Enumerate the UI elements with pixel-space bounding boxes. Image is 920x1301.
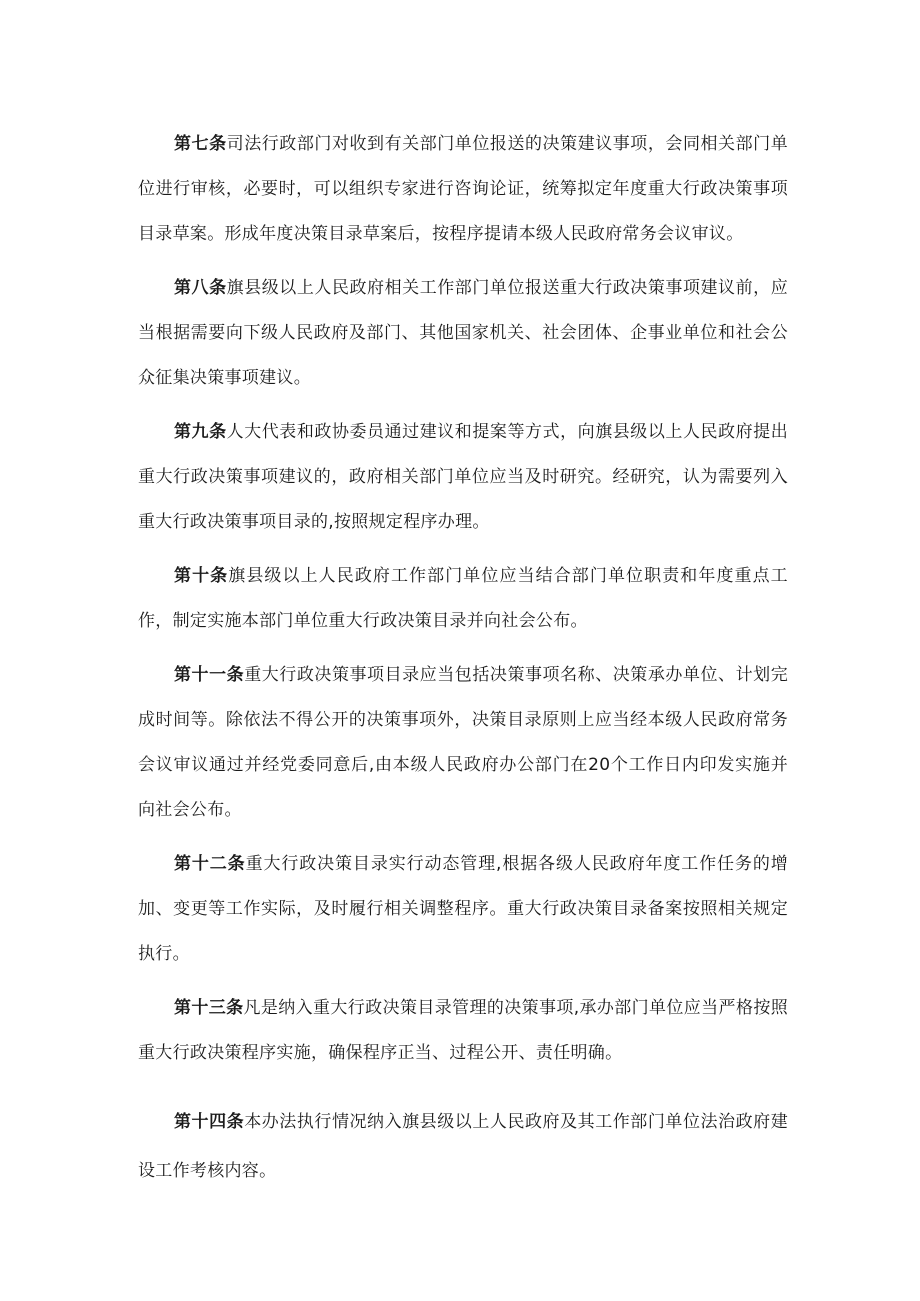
article-11 — [138, 653, 788, 833]
article-7 — [138, 122, 788, 257]
article-text: 旗县级以上人民政府相关工作部门单位报送重大行政决策事项建议前，应当根据需要向下级人民政府及部门、其他国家机关、社会团体、企事业单位和社会公众征集决策事项建议。 — [138, 278, 788, 388]
article-text: 旗县级以上人民政府工作部门单位应当结合部门单位职责和年度重点工作，制定实施本部门单位重大行政决策目录并向社会公布。 — [138, 566, 788, 631]
article-label: 第十四条 — [174, 1112, 245, 1132]
article-label: 第七条 — [174, 134, 227, 154]
document-body — [138, 122, 788, 1196]
article-text: 凡是纳入重大行政决策目录管理的决策事项,承办部门单位应当严格按照重大行政决策程序实施，确保程序正当、过程公开、责任明确。 — [138, 998, 788, 1063]
article-9 — [138, 410, 788, 545]
article-text: 本办法执行情况纳入旗县级以上人民政府及其工作部门单位法治政府建设工作考核内容。 — [138, 1112, 788, 1181]
article-10 — [138, 554, 788, 644]
article-label: 第九条 — [174, 422, 227, 442]
article-text: 人大代表和政协委员通过建议和提案等方式，向旗县级以上人民政府提出重大行政决策事项建议的，政府相关部门单位应当及时研究。经研究，认为需要列入重大行政决策事项目录的,按照规定程序办理。 — [138, 422, 788, 532]
article-label: 第八条 — [174, 278, 227, 298]
article-12 — [138, 842, 788, 977]
article-label: 第十三条 — [174, 998, 244, 1018]
article-13 — [138, 986, 788, 1076]
article-14 — [138, 1098, 788, 1196]
article-text: 重大行政决策事项目录应当包括决策事项名称、决策承办单位、计划完成时间等。除依法不得公开的决策事项外，决策目录原则上应当经本级人民政府常务会议审议通过并经党委同意后,由本级人民政府办公部门在20个工作日内印发实施并向社会公布。 — [138, 665, 788, 820]
article-8 — [138, 266, 788, 401]
article-text: 司法行政部门对收到有关部门单位报送的决策建议事项，会同相关部门单位进行审核，必要时，可以组织专家进行咨询论证，统筹拟定年度重大行政决策事项目录草案。形成年度决策目录草案后，按程序提请本级人民政府常务会议审议。 — [138, 134, 788, 244]
article-label: 第十一条 — [174, 665, 245, 685]
article-label: 第十二条 — [174, 854, 246, 874]
article-text: 重大行政决策目录实行动态管理,根据各级人民政府年度工作任务的增加、变更等工作实际，及时履行相关调整程序。重大行政决策目录备案按照相关规定执行。 — [138, 854, 789, 964]
article-label: 第十条 — [174, 566, 229, 586]
